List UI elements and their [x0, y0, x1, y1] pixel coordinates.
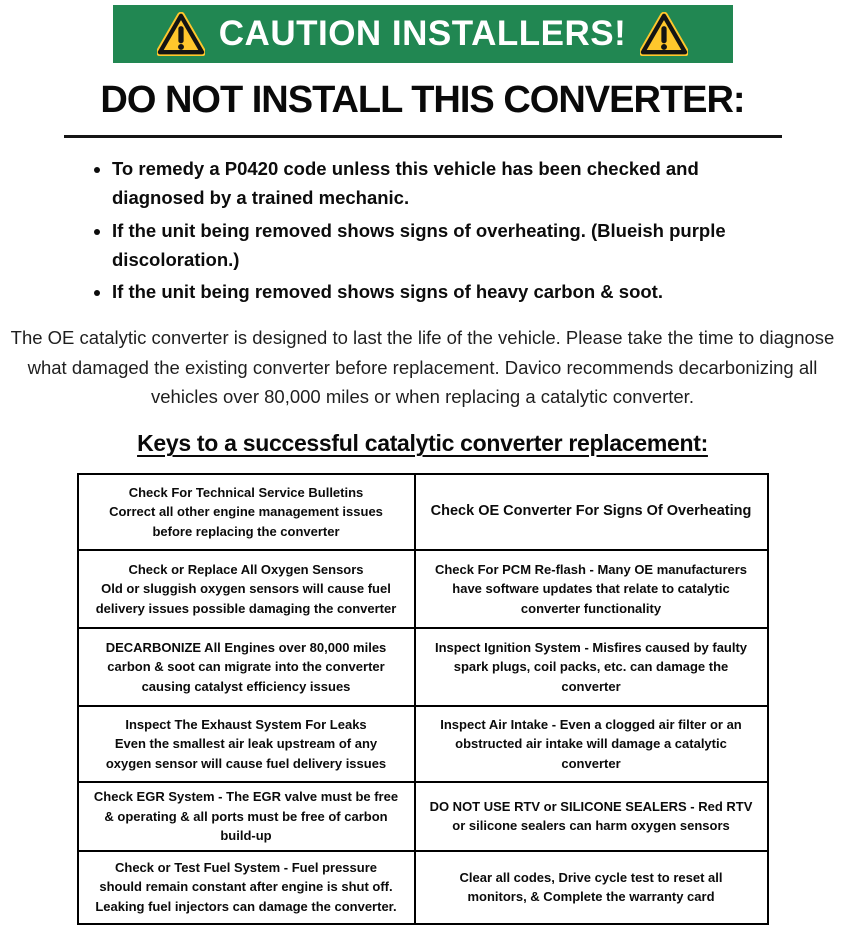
- warning-triangle-icon: [640, 12, 688, 56]
- intro-paragraph: The OE catalytic converter is designed to last the life of the vehicle. Please take the time to diagnose what damaged the existing converter before replacement. Davico recommends decarbonizing all vehicles over 80,000 miles or when replacing a catalytic converter.: [10, 327, 835, 408]
- table-row: [78, 474, 768, 550]
- warning-item: • To remedy a P0420 code unless this vehicle has been checked and diagnosed by a trained mechanic.: [112, 155, 743, 213]
- page-title: DO NOT INSTALL THIS CONVERTER:: [100, 79, 745, 121]
- table-cell-left: Check For Technical Service Bulletins Correct all other engine management issues before replacing the converter: [78, 474, 415, 550]
- banner-title: CAUTION INSTALLERS!: [218, 14, 627, 53]
- divider-rule: [64, 135, 782, 138]
- warning-item: • If the unit being removed shows signs of heavy carbon & soot.: [112, 278, 743, 307]
- warning-triangle-icon: [157, 12, 205, 56]
- table-cell-left: DECARBONIZE All Engines over 80,000 miles carbon & soot can migrate into the converter causing catalyst efficiency issues: [78, 628, 415, 706]
- table-cell-right: Inspect Air Intake - Even a clogged air filter or an obstructed air intake will damage a catalytic converter: [415, 706, 768, 782]
- caution-banner: [113, 5, 733, 63]
- table-cell-right: DO NOT USE RTV or SILICONE SEALERS - Red RTV or silicone sealers can harm oxygen sensors: [415, 782, 768, 851]
- tips-table: [77, 473, 769, 925]
- table-row: [78, 851, 768, 924]
- table-row: [78, 706, 768, 782]
- warning-item: • If the unit being removed shows signs of overheating. (Blueish purple discoloration.): [112, 217, 743, 275]
- table-cell-left: Inspect The Exhaust System For Leaks Even the smallest air leak upstream of any oxygen sensor will cause fuel delivery issues: [78, 706, 415, 782]
- table-cell-right: Check OE Converter For Signs Of Overheating: [415, 474, 768, 550]
- table-cell-left: Check or Replace All Oxygen Sensors Old or sluggish oxygen sensors will cause fuel delivery issues possible damaging the converter: [78, 550, 415, 628]
- table-cell-left: Check EGR System - The EGR valve must be free & operating & all ports must be free of carbon build-up: [78, 782, 415, 851]
- warning-list: [88, 155, 743, 307]
- keys-heading: Keys to a successful catalytic converter replacement:: [137, 430, 708, 457]
- table-cell-right: Inspect Ignition System - Misfires caused by faulty spark plugs, coil packs, etc. can damage the converter: [415, 628, 768, 706]
- table-cell-right: Clear all codes, Drive cycle test to reset all monitors, & Complete the warranty card: [415, 851, 768, 924]
- table-cell-left: Check or Test Fuel System - Fuel pressure should remain constant after engine is shut off. Leaking fuel injectors can damage the converter.: [78, 851, 415, 924]
- table-row: [78, 628, 768, 706]
- table-row: [78, 550, 768, 628]
- table-row: [78, 782, 768, 851]
- table-cell-right: Check For PCM Re-flash - Many OE manufacturers have software updates that relate to catalytic converter functionality: [415, 550, 768, 628]
